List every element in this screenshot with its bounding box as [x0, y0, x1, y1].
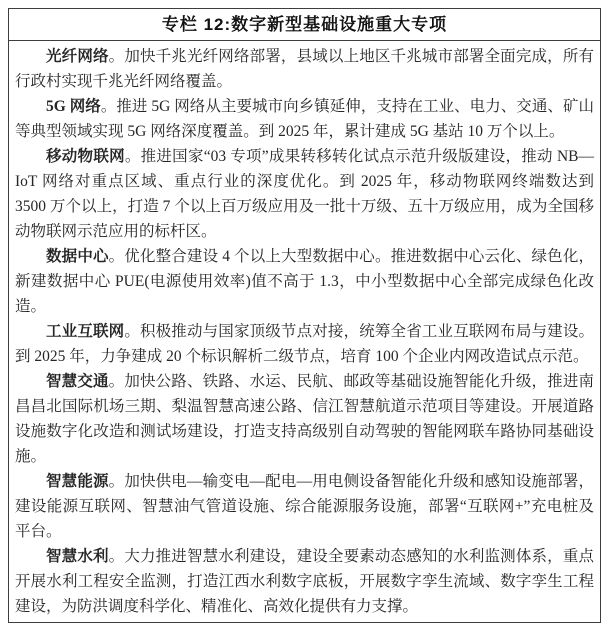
paragraph-text: 。加快千兆光纤网络部署，县域以上地区千兆城市部署全面完成，所有行政村实现千兆光纤网络覆盖。 [15, 48, 594, 90]
paragraph-lead: 智慧交通 [46, 373, 109, 390]
paragraph-text: 。推进 5G 网络从主要城市向乡镇延伸，支持在工业、电力、交通、矿山等典型领域实现 5G 网络深度覆盖。到 2025 年，累计建成 5G 基站 10 万个以上。 [15, 98, 594, 140]
paragraph-lead: 工业互联网 [46, 323, 125, 340]
column-box [8, 8, 601, 623]
paragraph-industrial-internet [15, 319, 594, 369]
paragraph-lead: 智慧能源 [46, 473, 109, 490]
paragraph-mobile-iot [15, 144, 594, 244]
paragraph-smart-energy [15, 469, 594, 544]
paragraph-lead: 智慧水利 [46, 548, 109, 565]
box-body [9, 41, 600, 619]
paragraph-text: 。积极推动与国家顶级节点对接，统筹全省工业互联网布局与建设。到 2025 年，力争建成 20 个标识解析二级节点，培育 100 个企业内网改造试点示范。 [15, 323, 594, 365]
paragraph-lead: 数据中心 [46, 248, 109, 265]
paragraph-5g-network [15, 94, 594, 144]
paragraph-fiber-network [15, 44, 594, 94]
paragraph-text: 。优化整合建设 4 个以上大型数据中心。推进数据中心云化、绿色化，新建数据中心 PUE(电源使用效率)值不高于 1.3，中小型数据中心全部完成绿色化改造。 [15, 248, 594, 315]
paragraph-text: 。加快供电—输变电—配电—用电侧设备智能化升级和感知设施部署，建设能源互联网、智慧油气管道设施、综合能源服务设施，部署“互联网+”充电桩及平台。 [15, 473, 594, 540]
paragraph-text: 。大力推进智慧水利建设，建设全要素动态感知的水利监测体系，重点开展水利工程安全监测，打造江西水利数字底板，开展数字孪生流域、数字孪生工程建设，为防洪调度科学化、精准化、高效化提供有力支撑。 [15, 548, 594, 615]
paragraph-data-center [15, 244, 594, 319]
paragraph-text: 。推进国家“03 专项”成果转移转化试点示范升级版建设，推动 NB—IoT 网络对重点区域、重点行业的深度优化。到 2025 年，移动物联网终端数达到 3500 万个以上，打造 7 个以上百万级应用及一批十万级、五十万级应用，成为全国移动物联网示范应用的标杆区。 [15, 148, 594, 240]
paragraph-text: 。加快公路、铁路、水运、民航、邮政等基础设施智能化升级，推进南昌昌北国际机场三期、梨温智慧高速公路、信江智慧航道示范项目等建设。开展道路设施数字化改造和测试场建设，打造支持高级别自动驾驶的智能网联车路协同基础设施。 [15, 373, 594, 465]
paragraph-lead: 5G 网络 [46, 98, 101, 115]
paragraph-lead: 光纤网络 [46, 48, 109, 65]
paragraph-lead: 移动物联网 [46, 148, 125, 165]
box-title: 专栏 12:数字新型基础设施重大专项 [9, 9, 600, 41]
paragraph-smart-water [15, 544, 594, 619]
paragraph-smart-transport [15, 369, 594, 469]
